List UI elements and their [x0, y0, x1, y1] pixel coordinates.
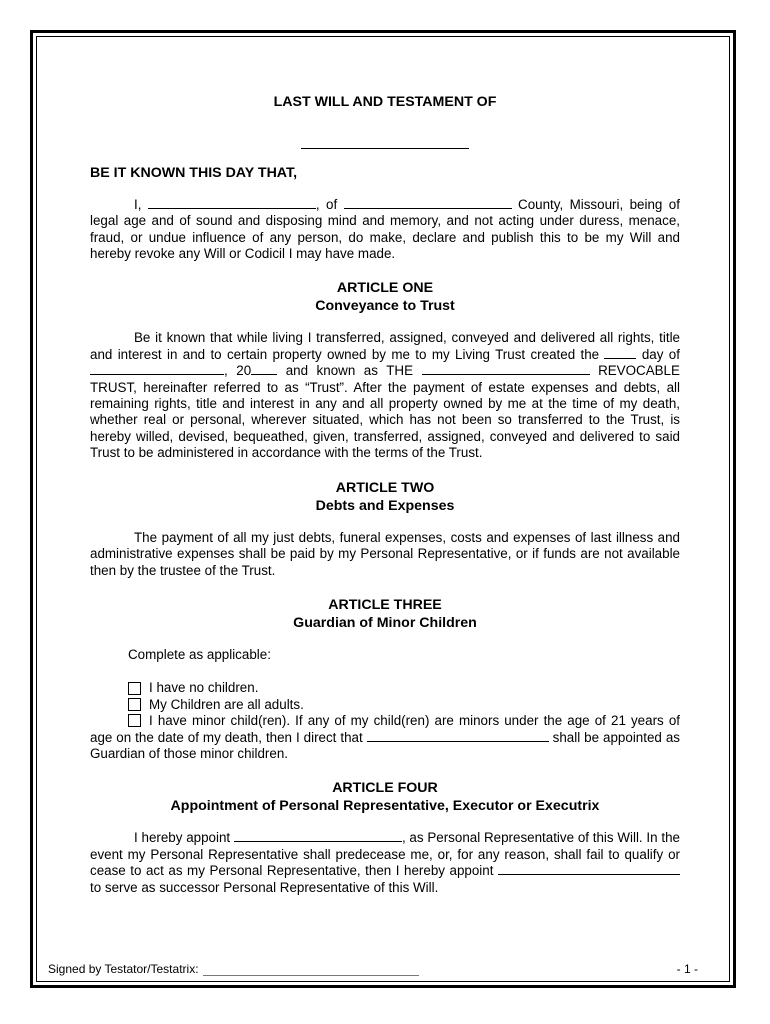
article-three-subheading: Guardian of Minor Children — [293, 614, 477, 631]
trust-day-blank[interactable] — [604, 347, 636, 359]
article-two — [90, 479, 680, 579]
signed-by-label: Signed by Testator/Testatrix: — [48, 962, 199, 976]
adult-children-checkbox[interactable] — [128, 698, 141, 711]
article-one-subheading: Conveyance to Trust — [315, 298, 455, 315]
article-one — [90, 279, 680, 461]
document-body — [90, 94, 680, 896]
article-two-heading: ARTICLE TWO — [335, 479, 435, 496]
trust-year-blank[interactable] — [251, 363, 277, 375]
article-four-subheading: Appointment of Personal Representative, Executor or Executrix — [170, 798, 600, 815]
no-children-checkbox[interactable] — [128, 682, 141, 695]
page-number: - 1 - — [676, 962, 698, 976]
testator-name-field[interactable] — [301, 128, 469, 149]
document-title: LAST WILL AND TESTAMENT OF — [273, 94, 497, 110]
guardian-name-blank[interactable] — [367, 730, 549, 742]
option-no-children: I have no children. — [90, 680, 680, 696]
county-blank[interactable] — [344, 197, 512, 209]
trust-month-blank[interactable] — [90, 363, 224, 375]
article-three — [90, 596, 680, 762]
trust-name-blank[interactable] — [422, 363, 590, 375]
article-two-subheading: Debts and Expenses — [315, 497, 455, 514]
article-two-text: The payment of all my just debts, funeral expenses, costs and expenses of last illness and administrative expenses shall be paid by my Personal Representative, or if funds are not available then by the trustee of the Trust. — [90, 529, 680, 578]
intro-paragraph: I, , of County, Missouri, being of legal age and of sound and disposing mind and memory, and not acting under duress, menace, fraud, or undue influence of any person, do make, declare and publish this to be my Will and hereby revoke any Will or Codicil I may have made. — [90, 196, 680, 262]
complete-instruction: Complete as applicable: — [128, 646, 271, 662]
article-four — [90, 779, 680, 896]
testator-signature-line[interactable] — [203, 965, 419, 976]
option-adult-children: My Children are all adults. — [90, 697, 680, 713]
testator-name-blank[interactable] — [148, 197, 316, 209]
article-one-heading: ARTICLE ONE — [336, 280, 434, 297]
intro-heading: BE IT KNOWN THIS DAY THAT, — [90, 165, 298, 182]
article-four-text: I hereby appoint , as Personal Representative of this Will. In the event my Personal Representative shall predecease me, or, for any reason, shall fail to qualify or cease to act as my Personal Representative, then I hereby appoint to serve as successor Personal Representative of this Will. — [90, 830, 680, 895]
page-footer — [48, 962, 698, 976]
article-four-heading: ARTICLE FOUR — [332, 780, 438, 797]
personal-representative-blank[interactable] — [234, 830, 402, 842]
minor-children-checkbox[interactable] — [128, 714, 141, 727]
article-three-heading: ARTICLE THREE — [328, 596, 442, 613]
article-one-text: Be it known that while living I transferred, assigned, conveyed and delivered all rights, title and interest in and to certain property owned by me to my Living Trust created the day of , 20 and known as THE REVOCABLE TRUST, hereinafter referred to as “Trust”. After the payment of estate expenses and debts, all remaining rights, title and interest in any and all property owned by me at the time of my death, whether real or personal, wherever situated, which has not been so transferred to the Trust, is hereby willed, devised, bequeathed, given, transferred, assigned, conveyed and delivered to said Trust to be administered in accordance with the terms of the Trust. — [90, 330, 680, 461]
successor-representative-blank[interactable] — [498, 863, 680, 875]
option-minor-children: I have minor child(ren). If any of my child(ren) are minors under the age of 21 years of age on the date of my death, then I direct that shall be appointed as Guardian of those minor children. — [90, 713, 680, 761]
